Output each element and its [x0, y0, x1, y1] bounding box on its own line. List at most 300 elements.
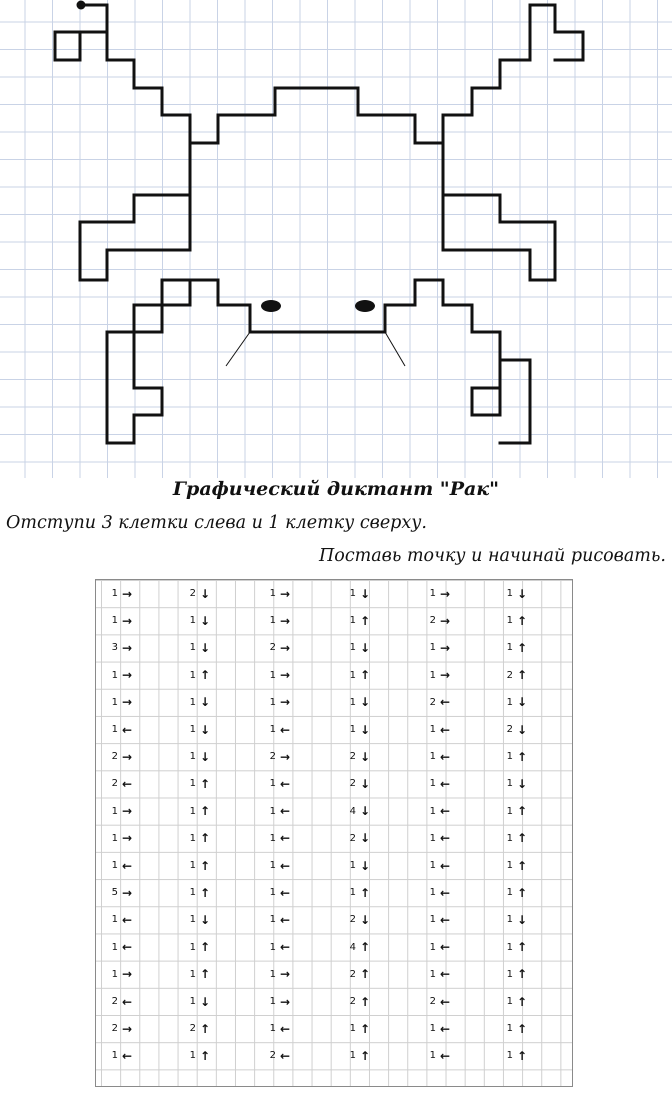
dictation-step [346, 934, 396, 961]
step-count: 2 [429, 996, 436, 1007]
direction-arrow-icon: ↓ [517, 722, 528, 737]
step-count: 1 [189, 860, 196, 871]
dictation-step [108, 662, 158, 689]
step-count: 1 [111, 696, 118, 708]
step-count: 1 [429, 968, 436, 980]
step-count: 1 [111, 588, 118, 599]
step-count: 1 [506, 832, 513, 844]
dictation-step [186, 825, 236, 852]
direction-arrow-icon: ↓ [517, 912, 528, 927]
dictation-step [503, 716, 553, 743]
direction-arrow-icon: ← [280, 912, 291, 927]
direction-arrow-icon: ← [440, 1021, 451, 1036]
dictation-step [503, 743, 553, 770]
dictation-step [426, 879, 476, 906]
direction-arrow-icon: → [440, 668, 451, 683]
direction-arrow-icon: ← [440, 858, 451, 873]
direction-arrow-icon: ← [440, 885, 451, 900]
step-count: 2 [269, 642, 276, 654]
dictation-step [108, 770, 158, 797]
dictation-step [503, 1015, 553, 1042]
dictation-step [503, 988, 553, 1015]
step-count: 1 [111, 832, 118, 844]
step-count: 1 [189, 751, 196, 763]
direction-arrow-icon: → [280, 749, 291, 764]
dictation-step [108, 1042, 158, 1069]
direction-arrow-icon: ↑ [200, 1048, 211, 1063]
dictation-step [346, 988, 396, 1015]
direction-arrow-icon: ↑ [200, 967, 211, 982]
right-claw-tip [555, 5, 583, 60]
step-count: 1 [189, 941, 196, 953]
direction-arrow-icon: ← [280, 885, 291, 900]
dictation-step [503, 634, 553, 661]
direction-arrow-icon: → [122, 967, 133, 982]
direction-arrow-icon: ← [122, 994, 133, 1009]
step-count: 2 [189, 1023, 196, 1035]
direction-arrow-icon: ← [122, 1048, 133, 1063]
dictation-step [426, 798, 476, 825]
step-count: 1 [269, 941, 276, 953]
step-count: 1 [269, 860, 276, 871]
direction-arrow-icon: ↑ [200, 885, 211, 900]
direction-arrow-icon: → [122, 695, 133, 710]
dictation-step [503, 879, 553, 906]
direction-arrow-icon: ↓ [200, 695, 211, 710]
step-count: 1 [111, 860, 118, 871]
direction-arrow-icon: ↓ [360, 640, 371, 655]
head-outline [190, 88, 443, 143]
dictation-step [346, 1015, 396, 1042]
page-title: Графический диктант "Рак" [172, 478, 500, 500]
dictation-step [503, 662, 553, 689]
direction-arrow-icon: ← [280, 1021, 291, 1036]
step-count: 1 [189, 696, 196, 708]
direction-arrow-icon: ↑ [517, 831, 528, 846]
direction-arrow-icon: ↑ [517, 994, 528, 1009]
direction-arrow-icon: ↑ [200, 804, 211, 819]
direction-arrow-icon: ↑ [360, 885, 371, 900]
step-count: 1 [506, 968, 513, 980]
direction-arrow-icon: ↓ [517, 776, 528, 791]
direction-arrow-icon: ↑ [360, 994, 371, 1009]
dictation-step [426, 770, 476, 797]
step-count: 1 [189, 1050, 196, 1062]
dictation-step [426, 634, 476, 661]
dictation-step [346, 906, 396, 933]
direction-arrow-icon: ↓ [360, 858, 371, 873]
step-count: 1 [269, 996, 276, 1007]
direction-arrow-icon: ← [440, 967, 451, 982]
dictation-step [186, 634, 236, 661]
direction-arrow-icon: ← [440, 804, 451, 819]
direction-arrow-icon: ↑ [517, 640, 528, 655]
dictation-step [108, 852, 158, 879]
step-count: 1 [269, 968, 276, 980]
dictation-step [108, 607, 158, 634]
dictation-step [266, 934, 316, 961]
step-count: 1 [349, 887, 356, 899]
dictation-step [108, 825, 158, 852]
dictation-step [426, 906, 476, 933]
step-count: 1 [429, 805, 436, 817]
step-count: 1 [269, 588, 276, 599]
direction-arrow-icon: ← [280, 940, 291, 955]
step-count: 1 [111, 1050, 118, 1062]
left-claw-line [80, 5, 190, 280]
direction-arrow-icon: ↓ [200, 994, 211, 1009]
direction-arrow-icon: ↓ [360, 722, 371, 737]
step-count: 1 [429, 887, 436, 899]
dictation-step [346, 607, 396, 634]
step-count: 2 [269, 1050, 276, 1062]
direction-arrow-icon: ← [440, 912, 451, 927]
step-count: 4 [349, 941, 356, 953]
step-count: 2 [111, 778, 118, 790]
step-count: 1 [349, 588, 356, 599]
dictation-step [108, 716, 158, 743]
dictation-step [346, 1042, 396, 1069]
step-count: 1 [429, 1023, 436, 1035]
direction-arrow-icon: ↓ [360, 831, 371, 846]
step-count: 1 [429, 642, 436, 654]
step-count: 1 [269, 1023, 276, 1035]
direction-arrow-icon: ↓ [360, 804, 371, 819]
direction-arrow-icon: ↓ [200, 586, 211, 601]
direction-arrow-icon: ↑ [517, 1048, 528, 1063]
direction-arrow-icon: → [280, 994, 291, 1009]
direction-arrow-icon: ↑ [360, 613, 371, 628]
instruction-line-2: Поставь точку и начинай рисовать. [319, 546, 666, 566]
direction-arrow-icon: → [280, 586, 291, 601]
dictation-step [108, 743, 158, 770]
step-count: 1 [111, 941, 118, 953]
dictation-step [266, 580, 316, 607]
step-count: 2 [349, 914, 356, 926]
step-count: 1 [269, 615, 276, 627]
dictation-step [266, 852, 316, 879]
direction-arrow-icon: ← [280, 831, 291, 846]
step-count: 2 [349, 996, 356, 1007]
step-count: 1 [189, 914, 196, 926]
step-count: 1 [506, 588, 513, 599]
direction-arrow-icon: ↑ [517, 668, 528, 683]
dictation-step [186, 689, 236, 716]
direction-arrow-icon: → [122, 885, 133, 900]
direction-arrow-icon: ↓ [360, 749, 371, 764]
dictation-step [426, 1042, 476, 1069]
step-count: 1 [269, 914, 276, 926]
step-count: 1 [429, 832, 436, 844]
direction-arrow-icon: ← [280, 858, 291, 873]
dictation-step [266, 825, 316, 852]
step-count: 1 [506, 941, 513, 953]
step-count: 1 [506, 751, 513, 763]
step-count: 1 [349, 669, 356, 681]
direction-arrow-icon: ↑ [517, 613, 528, 628]
dictation-step [346, 879, 396, 906]
direction-arrow-icon: ← [122, 776, 133, 791]
step-count: 1 [506, 696, 513, 708]
step-count: 1 [349, 642, 356, 654]
dictation-step [186, 770, 236, 797]
dictation-step [108, 988, 158, 1015]
step-count: 1 [506, 615, 513, 627]
step-count: 1 [506, 642, 513, 654]
direction-arrow-icon: ← [440, 831, 451, 846]
step-count: 2 [111, 751, 118, 763]
dictation-step [426, 852, 476, 879]
step-count: 1 [349, 860, 356, 871]
dictation-step [108, 689, 158, 716]
dictation-step [346, 825, 396, 852]
step-count: 1 [189, 996, 196, 1007]
dictation-step [426, 961, 476, 988]
step-count: 1 [429, 724, 436, 735]
step-count: 1 [189, 887, 196, 899]
right-whisker [385, 332, 405, 366]
step-count: 1 [111, 805, 118, 817]
dictation-step [108, 906, 158, 933]
step-count: 2 [269, 751, 276, 763]
direction-arrow-icon: ← [122, 940, 133, 955]
direction-arrow-icon: ← [440, 749, 451, 764]
step-count: 2 [506, 669, 513, 681]
direction-arrow-icon: ↑ [517, 1021, 528, 1036]
step-count: 1 [269, 696, 276, 708]
step-count: 1 [189, 724, 196, 735]
step-count: 2 [506, 724, 513, 735]
direction-arrow-icon: → [280, 613, 291, 628]
dictation-step [266, 716, 316, 743]
dictation-step [186, 934, 236, 961]
dictation-step [266, 743, 316, 770]
dictation-step [346, 716, 396, 743]
step-count: 1 [506, 1050, 513, 1062]
step-count: 1 [189, 805, 196, 817]
dictation-step [426, 934, 476, 961]
step-count: 1 [429, 914, 436, 926]
dictation-step [503, 798, 553, 825]
dictation-step [108, 798, 158, 825]
step-count: 1 [269, 724, 276, 735]
direction-arrow-icon: → [440, 640, 451, 655]
dictation-step [503, 961, 553, 988]
dictation-step [503, 934, 553, 961]
dictation-step [426, 689, 476, 716]
step-count: 2 [111, 996, 118, 1007]
step-count: 1 [349, 615, 356, 627]
left-whisker [226, 332, 250, 366]
step-count: 2 [349, 968, 356, 980]
direction-arrow-icon: ↓ [200, 722, 211, 737]
dictation-step [503, 689, 553, 716]
direction-arrow-icon: ↓ [200, 749, 211, 764]
step-count: 1 [111, 669, 118, 681]
right-eye [355, 300, 375, 312]
dictation-step [186, 798, 236, 825]
dictation-step [108, 879, 158, 906]
dictation-step [346, 770, 396, 797]
step-count: 1 [506, 778, 513, 790]
step-count: 3 [111, 642, 118, 654]
left-arm-line [80, 32, 107, 60]
direction-arrow-icon: → [440, 613, 451, 628]
dictation-step [266, 662, 316, 689]
start-dot [77, 1, 86, 10]
dictation-step [186, 961, 236, 988]
direction-arrow-icon: ← [122, 722, 133, 737]
direction-arrow-icon: ↑ [517, 885, 528, 900]
dictation-step [108, 934, 158, 961]
direction-arrow-icon: ↓ [360, 695, 371, 710]
direction-arrow-icon: → [122, 1021, 133, 1036]
dictation-step [266, 798, 316, 825]
step-count: 2 [349, 778, 356, 790]
direction-arrow-icon: → [122, 586, 133, 601]
step-count: 1 [189, 669, 196, 681]
dictation-step [346, 798, 396, 825]
direction-arrow-icon: ↑ [517, 749, 528, 764]
dictation-step [426, 580, 476, 607]
dictation-step [108, 634, 158, 661]
dictation-step [266, 1042, 316, 1069]
step-count: 1 [111, 724, 118, 735]
direction-arrow-icon: ↓ [200, 912, 211, 927]
direction-arrow-icon: ↓ [200, 640, 211, 655]
direction-arrow-icon: ↑ [517, 940, 528, 955]
direction-arrow-icon: ↑ [517, 804, 528, 819]
dictation-step [503, 580, 553, 607]
direction-arrow-icon: ← [280, 722, 291, 737]
dictation-table [95, 579, 573, 1087]
dictation-step [186, 580, 236, 607]
dictation-step [186, 716, 236, 743]
dictation-step [346, 852, 396, 879]
dictation-step [503, 906, 553, 933]
direction-arrow-icon: ← [122, 858, 133, 873]
dictation-step [503, 607, 553, 634]
step-count: 1 [429, 751, 436, 763]
step-count: 1 [189, 642, 196, 654]
direction-arrow-icon: → [122, 613, 133, 628]
step-count: 1 [429, 778, 436, 790]
direction-arrow-icon: ↑ [360, 1048, 371, 1063]
left-claw-tip [55, 32, 80, 60]
step-count: 1 [349, 724, 356, 735]
direction-arrow-icon: ↓ [517, 695, 528, 710]
instruction-line-1: Отступи 3 клетки слева и 1 клетку сверху. [6, 513, 427, 533]
direction-arrow-icon: ↑ [360, 967, 371, 982]
direction-arrow-icon: ↑ [360, 1021, 371, 1036]
dictation-step [426, 716, 476, 743]
direction-arrow-icon: ↑ [517, 967, 528, 982]
dictation-step [186, 906, 236, 933]
dictation-step [503, 825, 553, 852]
direction-arrow-icon: ↑ [360, 668, 371, 683]
direction-arrow-icon: → [280, 640, 291, 655]
direction-arrow-icon: ↓ [360, 776, 371, 791]
dictation-step [266, 607, 316, 634]
dictation-step [266, 988, 316, 1015]
direction-arrow-icon: ↑ [517, 858, 528, 873]
dictation-step [266, 770, 316, 797]
step-count: 1 [189, 615, 196, 627]
dictation-step [266, 689, 316, 716]
direction-arrow-icon: ↑ [200, 668, 211, 683]
dictation-step [186, 662, 236, 689]
step-count: 1 [189, 778, 196, 790]
dictation-step [426, 662, 476, 689]
step-count: 2 [429, 615, 436, 627]
direction-arrow-icon: ↑ [200, 940, 211, 955]
direction-arrow-icon: ↑ [200, 831, 211, 846]
dictation-step [503, 852, 553, 879]
step-count: 2 [349, 751, 356, 763]
direction-arrow-icon: ↓ [517, 586, 528, 601]
step-count: 1 [429, 669, 436, 681]
dictation-step [346, 743, 396, 770]
step-count: 1 [111, 615, 118, 627]
step-count: 2 [111, 1023, 118, 1035]
crab-drawing-grid [0, 0, 672, 478]
dictation-step [186, 1042, 236, 1069]
step-count: 1 [506, 805, 513, 817]
dictation-step [266, 1015, 316, 1042]
step-count: 1 [429, 941, 436, 953]
direction-arrow-icon: → [122, 804, 133, 819]
direction-arrow-icon: → [122, 668, 133, 683]
direction-arrow-icon: ← [280, 776, 291, 791]
direction-arrow-icon: ← [440, 695, 451, 710]
step-count: 1 [269, 805, 276, 817]
dictation-step [346, 961, 396, 988]
direction-arrow-icon: ↑ [200, 858, 211, 873]
dictation-step [108, 961, 158, 988]
step-count: 1 [269, 778, 276, 790]
dictation-step [186, 1015, 236, 1042]
left-eye [261, 300, 281, 312]
direction-arrow-icon: ← [280, 1048, 291, 1063]
direction-arrow-icon: ← [440, 994, 451, 1009]
direction-arrow-icon: ← [440, 722, 451, 737]
step-count: 2 [429, 696, 436, 708]
direction-arrow-icon: ← [122, 912, 133, 927]
dictation-step [186, 879, 236, 906]
crab-drawing [0, 0, 672, 478]
step-count: 2 [189, 588, 196, 599]
step-count: 1 [429, 588, 436, 599]
direction-arrow-icon: ↓ [200, 613, 211, 628]
direction-arrow-icon: → [280, 695, 291, 710]
step-count: 1 [269, 887, 276, 899]
step-count: 1 [506, 996, 513, 1007]
right-claw-line [443, 5, 555, 280]
step-count: 1 [349, 1050, 356, 1062]
direction-arrow-icon: → [122, 831, 133, 846]
direction-arrow-icon: ← [280, 804, 291, 819]
dictation-step [503, 1042, 553, 1069]
step-count: 1 [506, 887, 513, 899]
step-count: 4 [349, 805, 356, 817]
direction-arrow-icon: → [122, 640, 133, 655]
dictation-step [266, 961, 316, 988]
dictation-step [426, 743, 476, 770]
direction-arrow-icon: ← [440, 776, 451, 791]
step-count: 1 [429, 1050, 436, 1062]
step-count: 5 [111, 887, 118, 899]
direction-arrow-icon: ↑ [200, 776, 211, 791]
